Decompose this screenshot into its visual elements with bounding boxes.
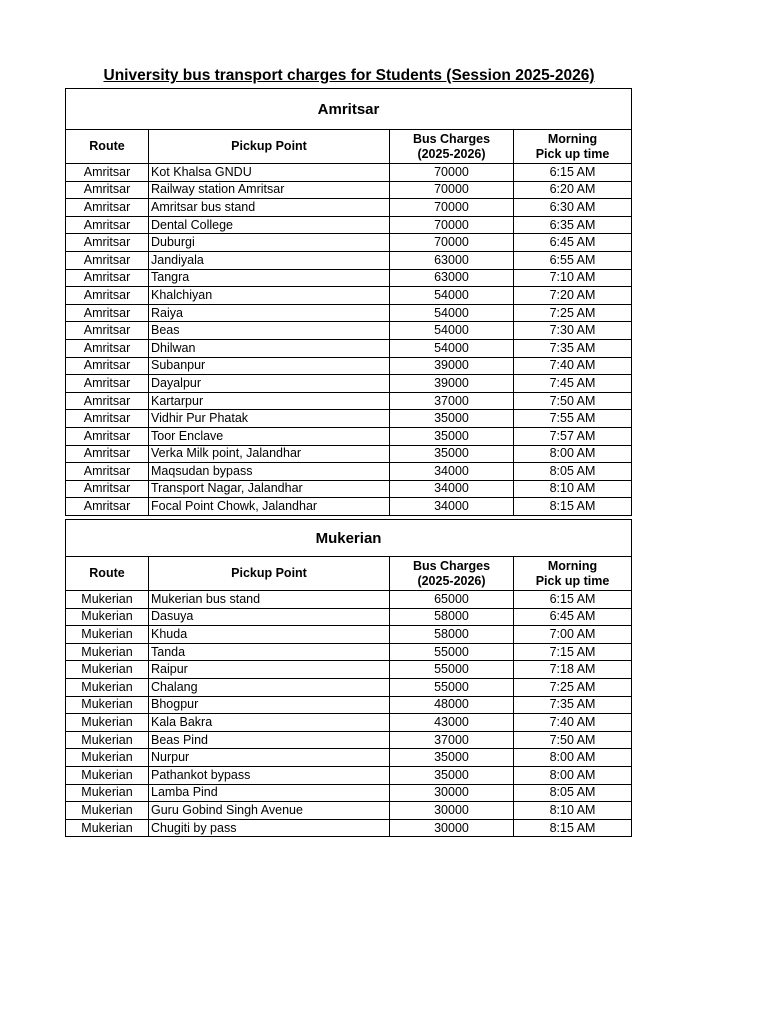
table-row	[66, 392, 632, 410]
section-title-mukerian: Mukerian	[66, 520, 632, 557]
route-cell: Amritsar	[66, 392, 149, 410]
pickup-cell: Khuda	[149, 626, 390, 644]
time-cell: 7:50 AM	[514, 392, 632, 410]
time-cell: 7:00 AM	[514, 626, 632, 644]
charges-cell: 54000	[390, 287, 514, 305]
time-cell: 7:55 AM	[514, 410, 632, 428]
charges-cell: 30000	[390, 819, 514, 837]
table-row	[66, 216, 632, 234]
time-cell: 7:40 AM	[514, 357, 632, 375]
mukerian-table	[65, 519, 632, 837]
header-route: Route	[66, 557, 149, 591]
time-cell: 7:18 AM	[514, 661, 632, 679]
table-row	[66, 802, 632, 820]
pickup-cell: Beas	[149, 322, 390, 340]
charges-cell: 34000	[390, 463, 514, 481]
route-cell: Mukerian	[66, 678, 149, 696]
pickup-cell: Focal Point Chowk, Jalandhar	[149, 498, 390, 516]
pickup-cell: Tangra	[149, 269, 390, 287]
time-cell: 8:05 AM	[514, 463, 632, 481]
table-row	[66, 766, 632, 784]
table-row	[66, 375, 632, 393]
table-row	[66, 234, 632, 252]
charges-cell: 35000	[390, 766, 514, 784]
time-cell: 6:15 AM	[514, 164, 632, 182]
route-cell: Amritsar	[66, 164, 149, 182]
pickup-cell: Khalchiyan	[149, 287, 390, 305]
header-pickup: Pickup Point	[149, 557, 390, 591]
pickup-cell: Amritsar bus stand	[149, 199, 390, 217]
table-row	[66, 678, 632, 696]
route-cell: Mukerian	[66, 714, 149, 732]
pickup-cell: Chalang	[149, 678, 390, 696]
route-cell: Mukerian	[66, 784, 149, 802]
time-cell: 8:15 AM	[514, 819, 632, 837]
route-cell: Mukerian	[66, 661, 149, 679]
section-title-amritsar: Amritsar	[66, 89, 632, 130]
table-row	[66, 784, 632, 802]
table-row	[66, 696, 632, 714]
charges-cell: 30000	[390, 784, 514, 802]
table-row	[66, 591, 632, 609]
charges-cell: 70000	[390, 199, 514, 217]
charges-cell: 35000	[390, 749, 514, 767]
time-cell: 6:45 AM	[514, 608, 632, 626]
time-cell: 6:35 AM	[514, 216, 632, 234]
route-cell: Amritsar	[66, 480, 149, 498]
table-row	[66, 626, 632, 644]
table-row	[66, 322, 632, 340]
charges-cell: 34000	[390, 480, 514, 498]
charges-cell: 30000	[390, 802, 514, 820]
time-cell: 6:55 AM	[514, 251, 632, 269]
header-time: Morning Pick up time	[514, 557, 632, 591]
header-charges: Bus Charges (2025-2026)	[390, 130, 514, 164]
time-cell: 7:35 AM	[514, 696, 632, 714]
route-cell: Mukerian	[66, 731, 149, 749]
charges-cell: 39000	[390, 357, 514, 375]
pickup-cell: Bhogpur	[149, 696, 390, 714]
time-cell: 8:05 AM	[514, 784, 632, 802]
charges-cell: 54000	[390, 339, 514, 357]
pickup-cell: Dental College	[149, 216, 390, 234]
time-cell: 8:15 AM	[514, 498, 632, 516]
time-cell: 8:10 AM	[514, 802, 632, 820]
pickup-cell: Dasuya	[149, 608, 390, 626]
time-cell: 7:45 AM	[514, 375, 632, 393]
time-cell: 6:30 AM	[514, 199, 632, 217]
time-cell: 7:10 AM	[514, 269, 632, 287]
route-cell: Amritsar	[66, 304, 149, 322]
pickup-cell: Dhilwan	[149, 339, 390, 357]
table-row	[66, 714, 632, 732]
charges-cell: 55000	[390, 661, 514, 679]
pickup-cell: Raipur	[149, 661, 390, 679]
time-cell: 6:20 AM	[514, 181, 632, 199]
route-cell: Mukerian	[66, 819, 149, 837]
charges-cell: 37000	[390, 731, 514, 749]
table-row	[66, 427, 632, 445]
route-cell: Amritsar	[66, 269, 149, 287]
time-cell: 7:35 AM	[514, 339, 632, 357]
route-cell: Amritsar	[66, 463, 149, 481]
charges-cell: 55000	[390, 643, 514, 661]
charges-cell: 65000	[390, 591, 514, 609]
time-cell: 7:57 AM	[514, 427, 632, 445]
amritsar-table	[65, 88, 632, 516]
route-cell: Mukerian	[66, 643, 149, 661]
pickup-cell: Beas Pind	[149, 731, 390, 749]
route-cell: Amritsar	[66, 234, 149, 252]
pickup-cell: Verka Milk point, Jalandhar	[149, 445, 390, 463]
table-row	[66, 498, 632, 516]
pickup-cell: Kot Khalsa GNDU	[149, 164, 390, 182]
time-cell: 7:40 AM	[514, 714, 632, 732]
charges-cell: 34000	[390, 498, 514, 516]
pickup-cell: Mukerian bus stand	[149, 591, 390, 609]
charges-cell: 35000	[390, 427, 514, 445]
pickup-cell: Pathankot bypass	[149, 766, 390, 784]
header-route: Route	[66, 130, 149, 164]
time-cell: 8:00 AM	[514, 749, 632, 767]
time-cell: 8:00 AM	[514, 445, 632, 463]
time-cell: 7:30 AM	[514, 322, 632, 340]
charges-cell: 70000	[390, 234, 514, 252]
time-cell: 6:15 AM	[514, 591, 632, 609]
charges-cell: 63000	[390, 269, 514, 287]
route-cell: Mukerian	[66, 696, 149, 714]
route-cell: Amritsar	[66, 357, 149, 375]
pickup-cell: Tanda	[149, 643, 390, 661]
route-cell: Mukerian	[66, 626, 149, 644]
table-row	[66, 480, 632, 498]
pickup-cell: Lamba Pind	[149, 784, 390, 802]
table-row	[66, 463, 632, 481]
route-cell: Mukerian	[66, 591, 149, 609]
table-row	[66, 445, 632, 463]
route-cell: Amritsar	[66, 339, 149, 357]
pickup-cell: Chugiti by pass	[149, 819, 390, 837]
route-cell: Amritsar	[66, 498, 149, 516]
header-pickup: Pickup Point	[149, 130, 390, 164]
charges-cell: 54000	[390, 304, 514, 322]
charges-cell: 35000	[390, 410, 514, 428]
charges-cell: 70000	[390, 181, 514, 199]
route-cell: Mukerian	[66, 766, 149, 784]
route-cell: Mukerian	[66, 749, 149, 767]
route-cell: Mukerian	[66, 608, 149, 626]
pickup-cell: Raiya	[149, 304, 390, 322]
route-cell: Amritsar	[66, 410, 149, 428]
route-cell: Amritsar	[66, 181, 149, 199]
pickup-cell: Jandiyala	[149, 251, 390, 269]
route-cell: Amritsar	[66, 199, 149, 217]
charges-cell: 43000	[390, 714, 514, 732]
pickup-cell: Duburgi	[149, 234, 390, 252]
time-cell: 8:00 AM	[514, 766, 632, 784]
charges-cell: 63000	[390, 251, 514, 269]
table-row	[66, 819, 632, 837]
table-row	[66, 199, 632, 217]
time-cell: 6:45 AM	[514, 234, 632, 252]
charges-cell: 55000	[390, 678, 514, 696]
charges-cell: 58000	[390, 608, 514, 626]
page-title: University bus transport charges for Students (Session 2025-2026)	[103, 67, 595, 84]
table-row	[66, 251, 632, 269]
table-row	[66, 749, 632, 767]
time-cell: 7:20 AM	[514, 287, 632, 305]
charges-cell: 35000	[390, 445, 514, 463]
table-row	[66, 357, 632, 375]
route-cell: Amritsar	[66, 427, 149, 445]
route-cell: Amritsar	[66, 287, 149, 305]
header-time: Morning Pick up time	[514, 130, 632, 164]
table-row	[66, 643, 632, 661]
charges-cell: 70000	[390, 216, 514, 234]
table-row	[66, 410, 632, 428]
table-row	[66, 287, 632, 305]
table-row	[66, 164, 632, 182]
table-row	[66, 269, 632, 287]
charges-cell: 58000	[390, 626, 514, 644]
route-cell: Amritsar	[66, 216, 149, 234]
charges-cell: 54000	[390, 322, 514, 340]
pickup-cell: Maqsudan bypass	[149, 463, 390, 481]
table-row	[66, 181, 632, 199]
pickup-cell: Subanpur	[149, 357, 390, 375]
header-charges: Bus Charges (2025-2026)	[390, 557, 514, 591]
time-cell: 7:25 AM	[514, 678, 632, 696]
table-row	[66, 304, 632, 322]
pickup-cell: Railway station Amritsar	[149, 181, 390, 199]
time-cell: 8:10 AM	[514, 480, 632, 498]
pickup-cell: Vidhir Pur Phatak	[149, 410, 390, 428]
route-cell: Amritsar	[66, 322, 149, 340]
pickup-cell: Dayalpur	[149, 375, 390, 393]
charges-cell: 37000	[390, 392, 514, 410]
table-row	[66, 731, 632, 749]
route-cell: Amritsar	[66, 375, 149, 393]
pickup-cell: Kala Bakra	[149, 714, 390, 732]
time-cell: 7:15 AM	[514, 643, 632, 661]
pickup-cell: Kartarpur	[149, 392, 390, 410]
route-cell: Amritsar	[66, 445, 149, 463]
route-cell: Mukerian	[66, 802, 149, 820]
charges-cell: 70000	[390, 164, 514, 182]
time-cell: 7:50 AM	[514, 731, 632, 749]
table-row	[66, 339, 632, 357]
pickup-cell: Nurpur	[149, 749, 390, 767]
charges-cell: 39000	[390, 375, 514, 393]
table-row	[66, 608, 632, 626]
route-cell: Amritsar	[66, 251, 149, 269]
charges-cell: 48000	[390, 696, 514, 714]
pickup-cell: Transport Nagar, Jalandhar	[149, 480, 390, 498]
time-cell: 7:25 AM	[514, 304, 632, 322]
table-row	[66, 661, 632, 679]
pickup-cell: Guru Gobind Singh Avenue	[149, 802, 390, 820]
pickup-cell: Toor Enclave	[149, 427, 390, 445]
